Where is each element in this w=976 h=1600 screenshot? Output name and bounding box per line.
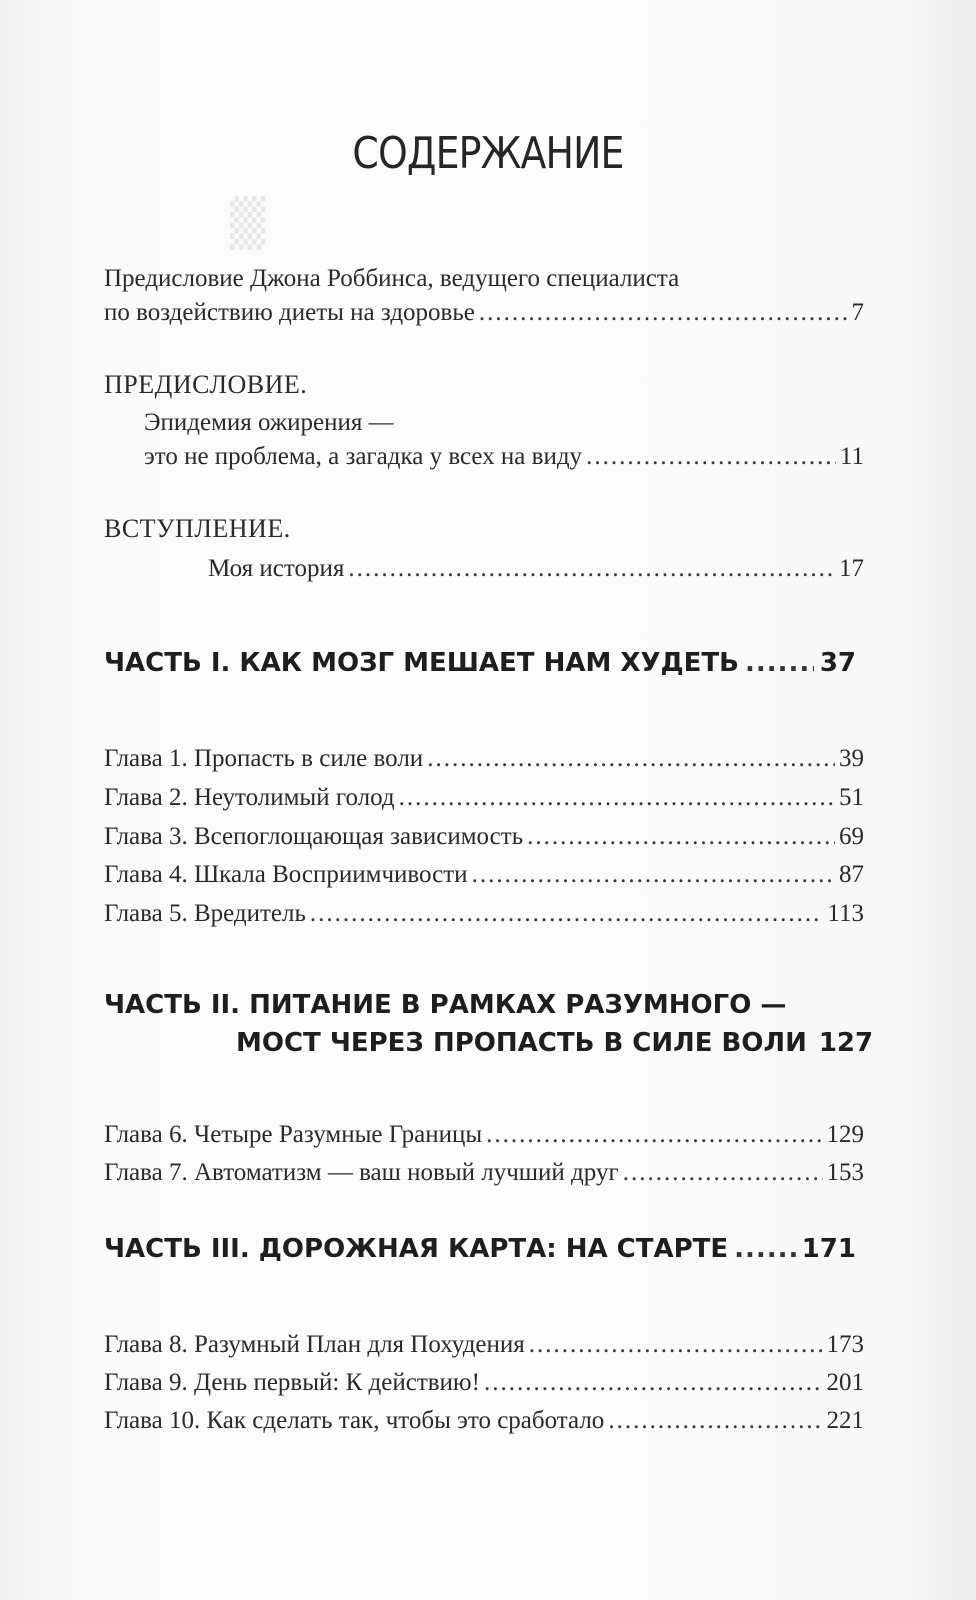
chapter-label: Глава 10. Как сделать так, чтобы это сработало [104,1407,605,1434]
chapter-label: Глава 5. Вредитель [104,900,306,927]
page-number: 171 [801,1234,856,1264]
page-title: СОДЕРЖАНИЕ [352,128,624,179]
page-number: 153 [826,1159,864,1186]
page-number: 221 [826,1407,864,1434]
section-heading-preface: ПРЕДИСЛОВИЕ. [104,370,308,399]
toc-part-3 [104,1230,856,1268]
dot-leader [745,644,814,682]
toc-entry-foreword [104,262,864,330]
toc-part-1 [104,644,856,682]
bleed-through-heading: ▒ [230,196,266,250]
dot-leader [734,1230,796,1268]
toc-entry-preface-line2: это не проблема, а загадка у всех на виду [144,443,583,470]
page-number: 17 [839,555,864,582]
chapter-label: Глава 1. Пропасть в силе воли [104,745,424,772]
chapter-label: Глава 3. Всепоглощающая зависимость [104,823,524,850]
toc-entry-chapter-5 [104,897,864,931]
chapter-label: Глава 4. Шкала Восприимчивости [104,861,468,888]
toc-entry-chapter-7 [104,1156,864,1190]
toc-entry-foreword-line2: по воздействию диеты на здоровье [104,299,475,326]
toc-entry-intro-label: Моя история [208,555,345,582]
toc-entry-preface-line1: Эпидемия ожирения — [144,409,394,436]
page-number: 39 [839,745,864,772]
page-number: 201 [826,1369,864,1396]
page-number: 69 [839,823,864,850]
toc-entry-chapter-9 [104,1366,864,1400]
dot-leader [623,1156,823,1190]
dot-leader [484,1366,823,1400]
toc-entry-preface [104,406,864,474]
page-number: 51 [839,784,864,811]
chapter-label: Глава 8. Разумный План для Похудения [104,1331,525,1358]
chapter-label: Глава 7. Автоматизм — ваш новый лучший друг [104,1159,619,1186]
dot-leader [529,1328,823,1362]
toc-entry-chapter-1 [104,742,864,776]
toc-entry-chapter-10 [104,1404,864,1438]
dot-leader [486,1118,822,1152]
toc-entry-chapter-2 [104,781,864,815]
toc-entry-chapter-8 [104,1328,864,1362]
toc-part-2 [104,986,874,1062]
page-number: 11 [839,443,864,470]
toc-entry-chapter-4 [104,858,864,892]
toc-entry-intro [104,552,864,586]
dot-leader [427,742,835,776]
page-number: 7 [851,299,864,326]
part-2-label-line2: МОСТ ЧЕРЕЗ ПРОПАСТЬ В СИЛЕ ВОЛИ [236,1028,807,1058]
page-number: 173 [826,1331,864,1358]
part-1-label: ЧАСТЬ I. КАК МОЗГ МЕШАЕТ НАМ ХУДЕТЬ [104,648,739,678]
part-3-label: ЧАСТЬ III. ДОРОЖНАЯ КАРТА: НА СТАРТЕ [104,1234,729,1264]
toc-entry-chapter-6 [104,1118,864,1152]
toc-entry-foreword-line1: Предисловие Джона Роббинса, ведущего специалиста [104,265,680,292]
dot-leader [399,781,835,815]
dot-leader [586,440,836,474]
page-number: 129 [826,1121,864,1148]
page-number: 113 [827,900,864,927]
chapter-label: Глава 2. Неутолимый голод [104,784,395,811]
page-number: 37 [819,648,856,678]
dot-leader [348,552,835,586]
page-number: 127 [818,1028,874,1058]
toc-entry-chapter-3 [104,820,864,854]
chapter-label: Глава 6. Четыре Разумные Границы [104,1121,483,1148]
page-number: 87 [839,861,864,888]
section-heading-intro: ВСТУПЛЕНИЕ. [104,514,291,543]
dot-leader [527,820,835,854]
part-2-label-line1: ЧАСТЬ II. ПИТАНИЕ В РАМКАХ РАЗУМНОГО — [104,990,787,1020]
chapter-label: Глава 9. День первый: К действию! [104,1369,480,1396]
dot-leader [472,858,835,892]
dot-leader [310,897,824,931]
dot-leader [479,296,848,330]
dot-leader [608,1404,822,1438]
